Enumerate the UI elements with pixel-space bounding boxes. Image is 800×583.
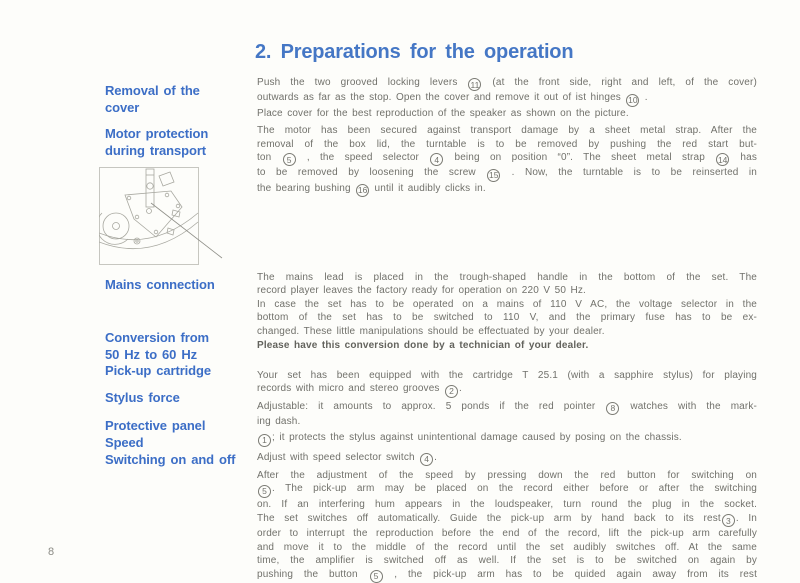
circled-ref: 1 (258, 434, 271, 447)
sidebar-heading-speed: Speed (105, 435, 144, 450)
text-line: Push the two grooved locking levers 11 (at the front side, right and left, of the cover) (257, 77, 757, 90)
transport-lock-illustration (99, 167, 230, 266)
circled-ref: 10 (628, 94, 638, 105)
text-line: Place cover for the best reproduction of the speaker as shown on the picture. (257, 107, 629, 119)
sidebar-heading-stylus: Stylus force (105, 390, 180, 405)
paragraph-b4 (257, 339, 757, 353)
text-line: time, the amplifier is switched off as well. If the set is to be switched on again by (257, 555, 757, 567)
text-line: Your set has been equipped with the cartridge T 25.1 (with a sapphire stylus) for playing (257, 369, 757, 381)
text-line: order to interrupt the reproduction before the end of the record, lift the pick-up arm carefully (257, 528, 757, 540)
text-line: to be removed by loosening the screw 15 . Now, the turntable is to be reinserted in (257, 167, 757, 180)
circled-ref: 4 (430, 153, 443, 166)
sidebar-heading-switching: Switching on and off (105, 452, 236, 467)
circled-ref: 3 (722, 514, 735, 527)
text-line: Adjustable: it amounts to approx. 5 ponds if the red pointer 8 watches with the mark- (257, 400, 758, 413)
text-line: the bearing bushing 16 until it audibly clicks in. (257, 182, 486, 195)
circled-ref: 5 (283, 153, 296, 166)
text-line: In case the set has to be operated on a mains of 110 V AC, the voltage selector in the (257, 298, 757, 310)
text-line: The motor has been secured against transport damage by a sheet metal strap. After the (257, 125, 757, 136)
paragraph-b1 (257, 76, 757, 120)
paragraph-b9 (257, 469, 757, 511)
text-line: Please have this conversion done by a technician of your dealer. (257, 340, 589, 352)
paragraph-b5 (257, 369, 757, 398)
sidebar-heading-protective: Protective panel (105, 418, 206, 433)
paragraph-b6 (257, 400, 757, 429)
paragraph-b10 (257, 512, 757, 583)
page-title: 2. Preparations for the operation (255, 41, 574, 63)
circled-ref: 11 (468, 78, 481, 91)
circled-ref: 5 (258, 485, 271, 498)
paragraph-b2 (257, 124, 757, 197)
sidebar-heading-mains: Mains connection (105, 277, 215, 292)
text-line: 5 . The pick-up arm may be placed on the record either before or after the switching (257, 482, 757, 497)
text-line: 1 ; it protects the stylus against unintentional damage caused by posing on the chassis. (257, 431, 757, 446)
text-line: outwards as far as the stop. Open the cover and remove it out of ist hinges 10 . (257, 92, 648, 105)
text-line: bottom of the set has to be switched to 110 V, and the primary fuse has to be ex- (257, 312, 757, 324)
circled-ref: 15 (488, 169, 499, 180)
text-line: record player leaves the factory ready for operation on 220 V 50 Hz. (257, 285, 586, 297)
circled-ref: 2 (445, 385, 458, 398)
text-line: changed. These little manipulations should be effectuated by your dealer. (257, 325, 605, 337)
circled-ref: 8 (606, 402, 619, 415)
circled-ref: 5 (370, 570, 383, 583)
sidebar (105, 0, 255, 583)
text-line: and move it to the middle of the record until the set audibly switches off. At the same (257, 541, 757, 553)
circled-ref: 16 (357, 185, 368, 195)
text-line: ing dash. (257, 415, 301, 427)
sidebar-heading-pickup: Pick-up cartridge (105, 363, 211, 378)
sidebar-heading-motor: Motor protection during transport (105, 126, 209, 158)
page-number: 8 (48, 546, 55, 558)
text-line: The set switches off automatically. Guide the pick-up arm by hand back to its rest 3 . In (257, 513, 757, 526)
text-line: ton 5 , the speed selector 4 being on position “0”. The sheet metal strap 14 has (257, 152, 757, 165)
content-area (257, 76, 757, 583)
paragraph-b3 (257, 271, 757, 339)
sidebar-heading-removal: Removal of the cover (105, 83, 200, 115)
text-line: records with micro and stereo grooves 2 . (257, 383, 462, 396)
paragraph-b7 (257, 431, 757, 446)
text-line: pushing the button 5 , the pick-up arm has to be quided again away from its rest (257, 568, 757, 582)
circled-ref: 14 (717, 154, 728, 165)
text-line: Adjust with speed selector switch 4 . (257, 451, 438, 464)
circled-ref: 4 (420, 453, 433, 466)
text-line: on. If an interfering hum appears in the loudspeaker, turn round the plug in the socket. (257, 498, 757, 510)
text-line: After the adjustment of the speed by pressing down the red button for switching on (257, 469, 757, 481)
paragraph-b8 (257, 451, 757, 466)
text-line: The mains lead is placed in the trough-shaped handle in the bottom of the set. The (257, 271, 757, 283)
sidebar-heading-conversion: Conversion from 50 Hz to 60 Hz (105, 330, 210, 362)
text-line: removal of the box lid, the turntable is to be removed by pushing the red start but- (257, 138, 757, 150)
